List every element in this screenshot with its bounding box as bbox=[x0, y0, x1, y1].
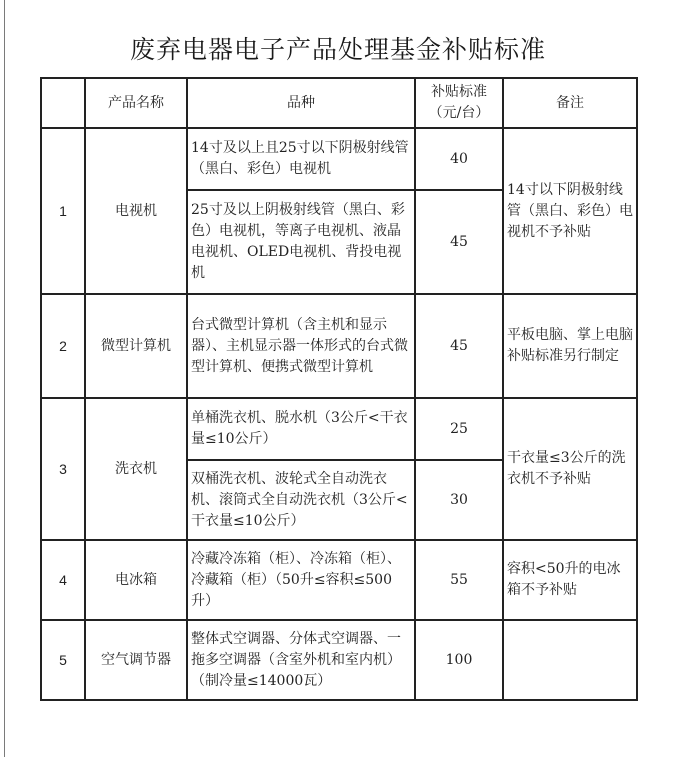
subsidy-amount: 45 bbox=[415, 190, 503, 294]
page-title: 废弃电器电子产品处理基金补贴标准 bbox=[129, 35, 546, 64]
row-number: 5 bbox=[41, 620, 85, 700]
header-no bbox=[41, 78, 85, 128]
product-name: 洗衣机 bbox=[85, 398, 187, 540]
table-row bbox=[41, 294, 637, 398]
note-cell: 干衣量≤3公斤的洗衣机不予补贴 bbox=[503, 398, 637, 540]
header-note: 备注 bbox=[503, 78, 637, 128]
note-cell: 容积<50升的电冰箱不予补贴 bbox=[503, 540, 637, 620]
subsidy-amount: 45 bbox=[415, 294, 503, 398]
table-row bbox=[41, 620, 637, 700]
subsidy-amount: 40 bbox=[415, 128, 503, 190]
variety-cell: 台式微型计算机（含主机和显示器）、主机显示器一体形式的台式微型计算机、便携式微型计算机 bbox=[187, 294, 415, 398]
variety-cell: 双桶洗衣机、波轮式全自动洗衣机、滚筒式全自动洗衣机（3公斤<干衣量≤10公斤） bbox=[187, 460, 415, 540]
row-number: 1 bbox=[41, 128, 85, 294]
variety-cell: 14寸及以上且25寸以下阴极射线管（黑白、彩色）电视机 bbox=[187, 128, 415, 190]
header-standard-line2: （元/台） bbox=[428, 105, 490, 121]
product-name: 微型计算机 bbox=[85, 294, 187, 398]
row-number: 2 bbox=[41, 294, 85, 398]
table-row bbox=[41, 398, 637, 460]
row-number: 4 bbox=[41, 540, 85, 620]
variety-cell: 整体式空调器、分体式空调器、一拖多空调器（含室外机和室内机）（制冷量≤14000瓦） bbox=[187, 620, 415, 700]
variety-cell: 25寸及以上阴极射线管（黑白、彩色）电视机，等离子电视机、液晶电视机、OLED电视机、背投电视机 bbox=[187, 190, 415, 294]
note-cell bbox=[503, 620, 637, 700]
row-number: 3 bbox=[41, 398, 85, 540]
variety-cell: 单桶洗衣机、脱水机（3公斤<干衣量≤10公斤） bbox=[187, 398, 415, 460]
product-name: 电冰箱 bbox=[85, 540, 187, 620]
product-name: 空气调节器 bbox=[85, 620, 187, 700]
table-header-row bbox=[41, 78, 637, 128]
table-row bbox=[41, 128, 637, 190]
table-row bbox=[41, 540, 637, 620]
subsidy-amount: 55 bbox=[415, 540, 503, 620]
subsidy-amount: 100 bbox=[415, 620, 503, 700]
note-cell: 平板电脑、掌上电脑补贴标准另行制定 bbox=[503, 294, 637, 398]
note-cell: 14寸以下阴极射线管（黑白、彩色）电视机不予补贴 bbox=[503, 128, 637, 294]
subsidy-amount: 30 bbox=[415, 460, 503, 540]
subsidy-amount: 25 bbox=[415, 398, 503, 460]
subsidy-table bbox=[40, 77, 638, 701]
product-name: 电视机 bbox=[85, 128, 187, 294]
header-standard-line1: 补贴标准 bbox=[431, 84, 487, 100]
header-subsidy-standard bbox=[415, 78, 503, 128]
header-variety: 品种 bbox=[187, 78, 415, 128]
page-left-border bbox=[4, 0, 5, 757]
header-product-name: 产品名称 bbox=[85, 78, 187, 128]
variety-cell: 冷藏冷冻箱（柜）、冷冻箱（柜）、冷藏箱（柜）（50升≤容积≤500升） bbox=[187, 540, 415, 620]
